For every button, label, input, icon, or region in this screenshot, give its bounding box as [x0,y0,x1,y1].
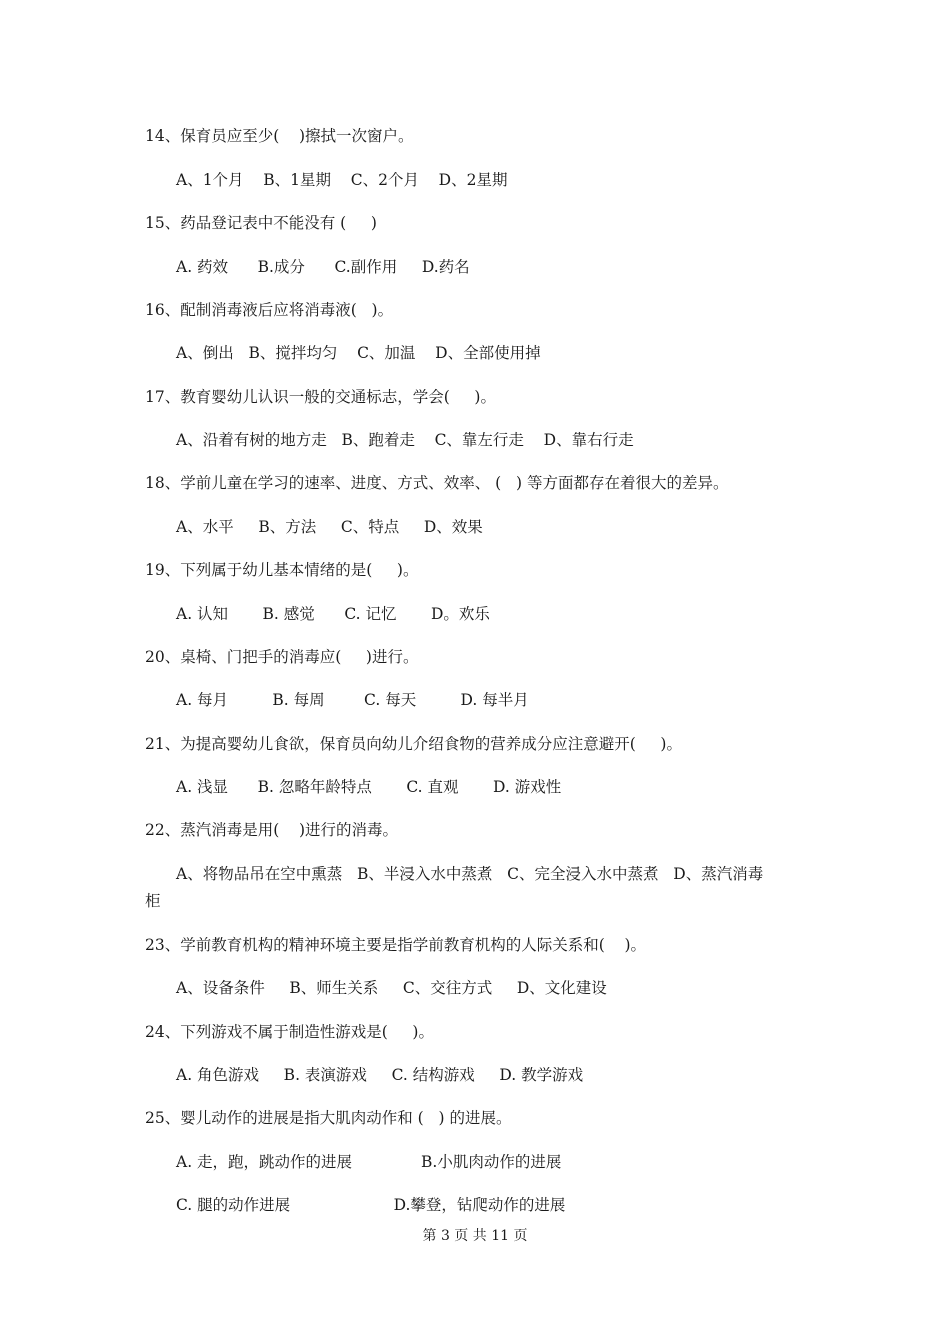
question-21-stem: 21、为提高婴幼儿食欲，保育员向幼儿介绍食物的营养成分应注意避开( )。 [145,735,682,753]
page-number-footer: 第 3 页 共 11 页 [422,1228,528,1244]
question-17-options: A、沿着有树的地方走 B、跑着走 C、靠左行走 D、靠右行走 [176,431,634,449]
question-23-options: A、设备条件 B、师生关系 C、交往方式 D、文化建设 [176,979,607,997]
question-19-stem: 19、下列属于幼儿基本情绪的是( )。 [145,561,419,579]
question-18-stem: 18、学前儿童在学习的速率、进度、方式、效率、 ( ) 等方面都存在着很大的差异。 [145,474,729,492]
question-20-stem: 20、桌椅、门把手的消毒应( )进行。 [145,648,419,666]
question-16-stem: 16、配制消毒液后应将消毒液( )。 [145,301,394,319]
question-18-options: A、水平 B、方法 C、特点 D、效果 [176,518,483,536]
question-14-options: A、1个月 B、1星期 C、2个月 D、2星期 [176,171,508,189]
question-25-options: A. 走，跑，跳动作的进展 B.小肌肉动作的进展 [176,1153,562,1171]
question-25-stem: 25、婴儿动作的进展是指大肌肉动作和 ( ) 的进展。 [145,1109,512,1127]
question-21-options: A. 浅显 B. 忽略年龄特点 C. 直观 D. 游戏性 [176,778,562,796]
question-22-options-wrap: 柜 [145,892,161,910]
question-20-options: A. 每月 B. 每周 C. 每天 D. 每半月 [176,691,529,709]
question-14-stem: 14、保育员应至少( )擦拭一次窗户。 [145,127,414,145]
question-24-options: A. 角色游戏 B. 表演游戏 C. 结构游戏 D. 教学游戏 [176,1066,584,1084]
question-23-stem: 23、学前教育机构的精神环境主要是指学前教育机构的人际关系和( )。 [145,936,647,954]
question-15-options: A. 药效 B.成分 C.副作用 D.药名 [176,258,470,276]
question-25-options-line2: C. 腿的动作进展 D.攀登，钻爬动作的进展 [176,1196,566,1214]
question-24-stem: 24、下列游戏不属于制造性游戏是( )。 [145,1023,434,1041]
question-19-options: A. 认知 B. 感觉 C. 记忆 D。欢乐 [176,605,490,623]
question-22-stem: 22、蒸汽消毒是用( )进行的消毒。 [145,821,399,839]
question-22-options: A、将物品吊在空中熏蒸 B、半浸入水中蒸煮 C、完全浸入水中蒸煮 D、蒸汽消毒 [176,865,764,883]
question-15-stem: 15、药品登记表中不能没有 ( ) [145,214,377,232]
question-17-stem: 17、教育婴幼儿认识一般的交通标志，学会( )。 [145,388,496,406]
question-16-options: A、倒出 B、搅拌均匀 C、加温 D、全部使用掉 [176,344,541,362]
